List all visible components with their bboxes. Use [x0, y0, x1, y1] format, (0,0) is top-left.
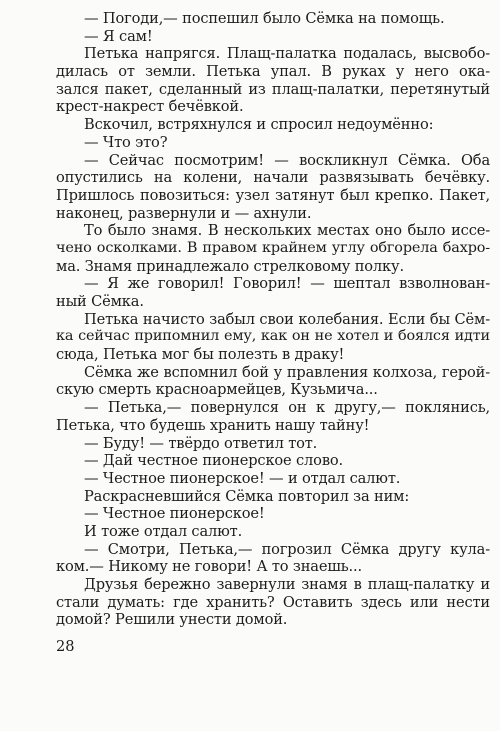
text-line: Вскочил, встряхнулся и спросил недоумённо: — [84, 116, 434, 134]
text-line: домой? Решили унести домой. — [56, 611, 288, 629]
text-line: наконец, развернули и — ахнули. — [56, 204, 312, 222]
text-line: ком.— Никому не говори! А то знаешь... — [56, 558, 363, 576]
text-line: — Я же говорил! Говорил! — шептал взволнован- — [84, 275, 490, 293]
text-line: Сёмка же вспомнил бой у правления колхоза, герой- — [84, 363, 490, 381]
text-line: — Честное пионерское! — и отдал салют. — [84, 469, 401, 487]
text-line: — Дай честное пионерское слово. — [84, 452, 344, 470]
text-line: Петька напрягся. Плащ-палатка подалась, высвобо- — [84, 45, 490, 63]
text-line: — Петька,— повернулся он к другу,— поклянись, — [84, 399, 490, 417]
text-line: — Погоди,— поспешил было Сёмка на помощь. — [84, 10, 445, 27]
text-line: — Буду! — твёрдо ответил тот. — [84, 434, 318, 452]
text-line: Друзья бережно завернули знамя в плащ-палатку и — [84, 576, 490, 593]
text-line: ный Сёмка. — [56, 293, 144, 310]
text-line: — Смотри, Петька,— погрозил Сёмка другу кула- — [84, 540, 490, 558]
text-line: дилась от земли. Петька упал. В руках у него ока- — [56, 63, 490, 81]
text-line: — Сейчас посмотрим! — воскликнул Сёмка. Оба — [84, 151, 490, 169]
text-line: скую смерть красноармейцев, Кузьмича... — [56, 381, 378, 399]
body-text — [56, 10, 490, 629]
text-line: опустились на колени, начали развязывать бечёвку. — [56, 169, 490, 187]
text-line: стали думать: где хранить? Оставить здесь или нести — [56, 593, 490, 611]
text-line: зался пакет, сделанный из плащ-палатки, перетянутый — [56, 80, 490, 98]
text-line: И тоже отдал салют. — [84, 522, 243, 540]
text-line: ка сейчас припомнил ему, как он не хотел и боялся идти — [56, 328, 490, 345]
text-line: Раскрасневшийся Сёмка повторил за ним: — [84, 487, 410, 505]
text-line: крест-накрест бечёвкой. — [56, 98, 244, 116]
page-number: 28 — [56, 638, 75, 655]
text-line: Петька начисто забыл свои колебания. Если бы Сём- — [84, 310, 490, 328]
text-line: — Я сам! — [84, 27, 153, 45]
text-line: Пришлось повозиться: узел затянут был крепко. Пакет, — [56, 186, 490, 204]
text-line: Петька, что будешь хранить нашу тайну! — [56, 416, 370, 434]
text-line: сюда, Петька мог бы полезть в драку! — [56, 346, 345, 364]
text-line: чено осколками. В правом крайнем углу обгорела бахро- — [56, 239, 490, 256]
text-line: То было знамя. В нескольких местах оно было иссе- — [84, 222, 490, 240]
text-line: ма. Знамя принадлежало стрелковому полку. — [56, 257, 404, 275]
text-line: — Честное пионерское! — [84, 505, 265, 523]
text-line: — Что это? — [84, 133, 168, 151]
